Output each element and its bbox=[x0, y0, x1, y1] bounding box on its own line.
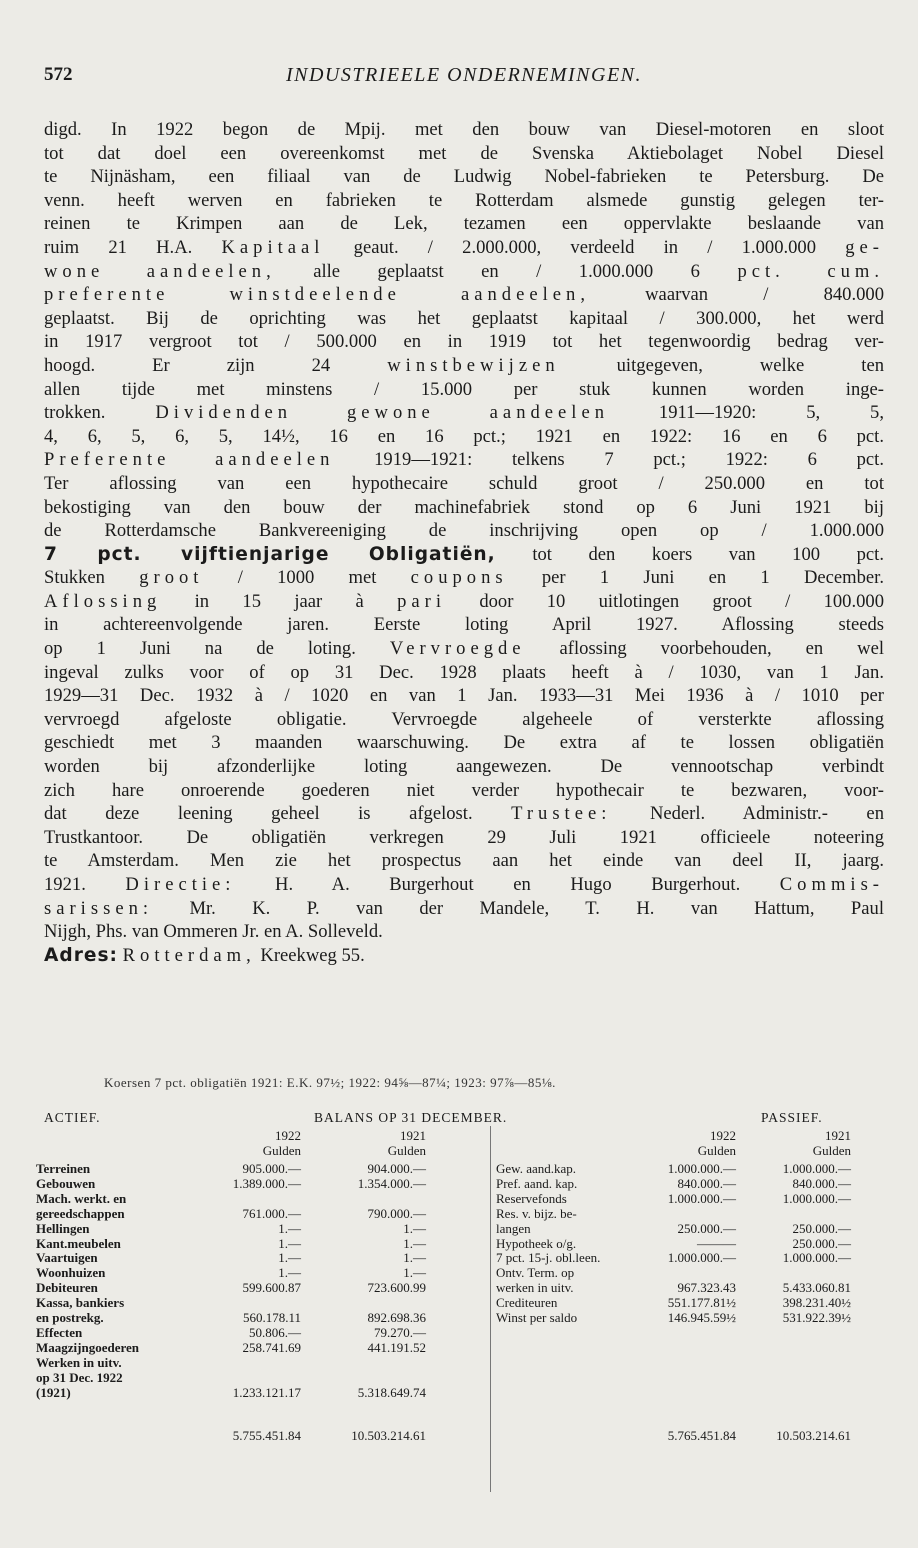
balance-heading: BALANS OP 31 DECEMBER. bbox=[314, 1110, 508, 1125]
passief-value-1921: 531.922.39½ bbox=[782, 1310, 851, 1325]
actief-value-1921: 1.354.000.— bbox=[357, 1175, 426, 1191]
text-line bbox=[44, 897, 884, 921]
text-line bbox=[44, 684, 884, 708]
text-line bbox=[44, 448, 884, 472]
actief-value-1921: 441.191.52 bbox=[367, 1339, 426, 1355]
text-segment: te Amsterdam. Men zie het prospectus aan het einde van deel II, jaarg. bbox=[44, 850, 884, 872]
actief-value-1922: 1.— bbox=[278, 1220, 301, 1236]
text-segment: Dividenden gewone aandeelen bbox=[155, 402, 610, 424]
actief-value-1921: 892.698.36 bbox=[367, 1310, 426, 1325]
text-line bbox=[44, 755, 884, 779]
text-segment: Commis- bbox=[779, 874, 884, 895]
text-segment: pari bbox=[397, 590, 447, 612]
actief-heading: ACTIEF. bbox=[44, 1110, 101, 1125]
text-segment: de Rotterdamsche Bankvereeniging de inschrijving open op / 1.000.000 bbox=[44, 520, 884, 542]
text-line bbox=[44, 543, 884, 567]
actief-total-1922: 5.755.451.84 bbox=[232, 1428, 301, 1443]
balance-sheet bbox=[36, 1110, 876, 1470]
text-segment: coupons bbox=[410, 567, 508, 589]
text-line bbox=[44, 330, 884, 354]
text-segment: preferente winstdeelende aandeelen, bbox=[44, 284, 590, 306]
text-line bbox=[44, 566, 884, 590]
text-segment: Trustee: bbox=[511, 803, 612, 825]
actief-total-1921: 10.503.214.61 bbox=[351, 1428, 426, 1443]
text-segment: venn. heeft werven en fabrieken te Rotterdam alsmede gunstig gelegen ter- bbox=[44, 189, 884, 211]
text-segment: Aflossing bbox=[44, 590, 162, 612]
text-segment: reinen te Krimpen aan de Lek, tezamen een oppervlakte beslaande van bbox=[44, 213, 884, 235]
passief-total-1921: 10.503.214.61 bbox=[776, 1428, 851, 1443]
text-segment: worden bij afzonderlijke loting aangewezen. De vennootschap verbindt bbox=[44, 756, 884, 778]
text-segment: in 1917 vergroot tot / 500.000 en in 1919 tot het tegenwoordig bedrag ver- bbox=[44, 331, 884, 353]
text-line bbox=[44, 802, 884, 826]
actief-item-label: Vaartuigen bbox=[36, 1250, 98, 1266]
passief-value-1922: 840.000.— bbox=[677, 1175, 736, 1191]
text-line bbox=[44, 425, 884, 449]
text-line bbox=[44, 920, 884, 944]
actief-value-1921: 723.600.99 bbox=[367, 1280, 426, 1296]
actief-value-1922: 1.— bbox=[278, 1235, 301, 1251]
unit-header: Gulden bbox=[697, 1143, 736, 1158]
text-segment: tot dat doel een overeenkomst met de Svenska Aktiebolaget Nobel Diesel bbox=[44, 142, 884, 164]
text-segment: geaut. / 2.000.000, verdeeld in / 1.000.000 bbox=[324, 236, 846, 258]
text-segment: tot den koers van 100 pct. bbox=[495, 543, 884, 565]
page-header bbox=[44, 64, 884, 94]
unit-header: Gulden bbox=[262, 1143, 301, 1158]
actief-value-1922: 258.741.69 bbox=[242, 1339, 301, 1355]
text-segment: pct. cum. bbox=[737, 260, 884, 282]
text-line bbox=[44, 401, 884, 425]
actief-value-1921: 904.000.— bbox=[367, 1161, 426, 1176]
text-segment: 1929—31 Dec. 1932 à / 1020 en van 1 Jan. 1933—31 Mei 1936 à / 1010 per bbox=[44, 685, 884, 707]
text-line bbox=[44, 708, 884, 732]
actief-item-label: Debiteuren bbox=[36, 1280, 98, 1296]
text-segment: ruim 21 H.A. bbox=[44, 236, 222, 258]
passief-value-1922: 967.323.43 bbox=[677, 1280, 736, 1296]
passief-item-label: Ontv. Term. op bbox=[496, 1265, 575, 1281]
text-line bbox=[44, 944, 884, 968]
text-segment: Nederl. Administr.- en bbox=[611, 803, 884, 825]
passief-item-label: Reservefonds bbox=[496, 1190, 567, 1206]
actief-value-1922: 1.— bbox=[278, 1250, 301, 1266]
passief-value-1922: 146.945.59½ bbox=[667, 1310, 736, 1325]
passief-item-label: werken in uitv. bbox=[496, 1280, 574, 1296]
text-segment: Nijgh, Phs. van Ommeren Jr. en A. Solleveld. bbox=[44, 921, 383, 943]
text-segment: te Nijnäsham, een filiaal van de Ludwig Nobel-fabrieken te Petersburg. De bbox=[44, 166, 884, 188]
text-segment: Trustkantoor. De obligatiën verkregen 29 Juli 1921 officieele noteering bbox=[44, 826, 884, 848]
passief-value-1922: 1.000.000.— bbox=[667, 1250, 736, 1266]
text-line bbox=[44, 283, 884, 307]
actief-value-1922: 50.806.— bbox=[249, 1324, 301, 1340]
passief-value-1921: 250.000.— bbox=[792, 1235, 851, 1251]
text-segment: 4, 6, 5, 6, 5, 14½, 16 en 16 pct.; 1921 en 1922: 16 en 6 pct. bbox=[44, 425, 884, 447]
year-header: 1921 bbox=[400, 1128, 426, 1143]
actief-value-1922: 1.389.000.— bbox=[232, 1175, 301, 1191]
running-title: INDUSTRIEELE ONDERNEMINGEN. bbox=[285, 64, 643, 86]
actief-item-label: gereedschappen bbox=[36, 1205, 125, 1221]
actief-value-1921: 1.— bbox=[403, 1265, 426, 1281]
koersen-line: Koersen 7 pct. obligatiën 1921: E.K. 97½; 1922: 94⅝—87¼; 1923: 97⅞—85⅛. bbox=[104, 1075, 556, 1090]
text-line bbox=[44, 118, 884, 142]
text-line bbox=[44, 849, 884, 873]
text-line bbox=[44, 826, 884, 850]
passief-value-1922: 250.000.— bbox=[677, 1220, 736, 1236]
actief-item-label: Terreinen bbox=[36, 1161, 91, 1176]
text-segment: / 1000 met bbox=[203, 567, 411, 589]
text-segment: geplaatst. Bij de oprichting was het geplaatst kapitaal / 300.000, het werd bbox=[44, 307, 884, 329]
actief-value-1921: 1.— bbox=[403, 1220, 426, 1236]
column-divider bbox=[490, 1126, 491, 1492]
text-segment: aflossing voorbehouden, en wel bbox=[525, 638, 884, 660]
text-segment: sarissen: bbox=[44, 897, 154, 919]
text-line bbox=[44, 496, 884, 520]
text-segment: vervroegd afgeloste obligatie. Vervroegde algeheele of versterkte aflossing bbox=[44, 708, 884, 730]
text-segment: 1919—1921: telkens 7 pct.; 1922: 6 pct. bbox=[334, 449, 884, 471]
year-header: 1921 bbox=[825, 1128, 851, 1143]
text-segment: dat deze leening geheel is afgelost. bbox=[44, 803, 512, 825]
text-line bbox=[44, 519, 884, 543]
actief-value-1921: 1.— bbox=[403, 1235, 426, 1251]
passief-value-1921: 5.433.060.81 bbox=[782, 1280, 851, 1296]
actief-value-1921: 1.— bbox=[403, 1250, 426, 1266]
text-line bbox=[44, 472, 884, 496]
passief-value-1922: 1.000.000.— bbox=[667, 1190, 736, 1206]
actief-item-label: en postrekg. bbox=[36, 1310, 104, 1325]
actief-item-label: Kant.meubelen bbox=[36, 1235, 121, 1251]
text-line bbox=[44, 779, 884, 803]
actief-item-label: op 31 Dec. 1922 bbox=[36, 1369, 123, 1385]
actief-item-label: Effecten bbox=[36, 1324, 83, 1340]
text-line bbox=[44, 307, 884, 331]
text-segment: in 15 jaar à bbox=[161, 590, 398, 612]
text-segment: Kapitaal bbox=[221, 236, 325, 258]
passief-item-label: Hypotheek o/g. bbox=[496, 1235, 577, 1251]
text-line bbox=[44, 142, 884, 166]
text-segment: Rotterdam, bbox=[122, 944, 256, 966]
actief-item-label: Werken in uitv. bbox=[36, 1354, 122, 1370]
text-segment: waarvan / 840.000 bbox=[589, 284, 884, 306]
actief-value-1922: 560.178.11 bbox=[242, 1310, 301, 1325]
text-segment: digd. In 1922 begon de Mpij. met den bouw van Diesel-motoren en sloot bbox=[44, 119, 884, 140]
passief-value-1922: 551.177.81½ bbox=[667, 1295, 736, 1311]
text-segment: op 1 Juni na de loting. bbox=[44, 638, 390, 660]
text-segment: geschiedt met 3 maanden waarschuwing. De extra af te lossen obligatiën bbox=[44, 732, 884, 754]
passief-value-1921: 250.000.— bbox=[792, 1220, 851, 1236]
text-segment: 1921. bbox=[44, 874, 126, 895]
text-segment: Stukken bbox=[44, 567, 140, 589]
text-segment: Mr. K. P. van der Mandele, T. H. van Hattum, Paul bbox=[153, 897, 884, 919]
text-line bbox=[44, 236, 884, 260]
text-segment: 1911—1920: 5, 5, bbox=[609, 402, 884, 424]
text-segment: per 1 Juni en 1 December. bbox=[507, 567, 884, 589]
actief-item-label: Maagzijngoederen bbox=[36, 1339, 140, 1355]
passief-total-1922: 5.765.451.84 bbox=[667, 1428, 736, 1443]
year-header: 1922 bbox=[710, 1128, 736, 1143]
text-segment: Preferente aandeelen bbox=[44, 449, 335, 471]
text-line bbox=[44, 731, 884, 755]
unit-header: Gulden bbox=[812, 1143, 851, 1158]
text-segment: groot bbox=[139, 567, 204, 589]
passief-value-1922: ——— bbox=[697, 1235, 736, 1251]
text-segment: Directie: bbox=[125, 874, 236, 895]
text-line bbox=[44, 590, 884, 614]
text-segment: door 10 uitlotingen groot / 100.000 bbox=[446, 590, 884, 612]
actief-item-label: Gebouwen bbox=[36, 1175, 96, 1191]
text-line bbox=[44, 613, 884, 637]
text-line bbox=[44, 212, 884, 236]
actief-item-label: (1921) bbox=[36, 1384, 71, 1400]
passief-value-1921: 1.000.000.— bbox=[782, 1161, 851, 1176]
text-segment: Vervroegde bbox=[389, 638, 526, 660]
passief-item-label: 7 pct. 15-j. obl.leen. bbox=[496, 1250, 601, 1266]
actief-value-1922: 1.— bbox=[278, 1265, 301, 1281]
text-line bbox=[44, 165, 884, 189]
text-line bbox=[44, 378, 884, 402]
passief-item-label: Winst per saldo bbox=[496, 1310, 578, 1325]
actief-value-1921: 5.318.649.74 bbox=[357, 1384, 426, 1400]
text-segment: alle geplaatst en / 1.000.000 6 bbox=[275, 260, 738, 282]
actief-value-1921: 790.000.— bbox=[367, 1205, 426, 1221]
actief-value-1922: 599.600.87 bbox=[242, 1280, 301, 1296]
text-segment: wone aandeelen, bbox=[44, 260, 276, 282]
actief-value-1922: 761.000.— bbox=[242, 1205, 301, 1221]
passief-value-1921: 1.000.000.— bbox=[782, 1190, 851, 1206]
page-number: 572 bbox=[44, 64, 73, 85]
passief-value-1921: 840.000.— bbox=[792, 1175, 851, 1191]
passief-value-1922: 1.000.000.— bbox=[667, 1161, 736, 1176]
text-segment: Kreekweg 55. bbox=[255, 944, 365, 966]
year-header: 1922 bbox=[275, 1128, 301, 1143]
actief-value-1922: 1.233.121.17 bbox=[232, 1384, 301, 1400]
text-segment: winstbewijzen bbox=[387, 354, 560, 376]
passief-heading: PASSIEF. bbox=[761, 1110, 823, 1125]
passief-item-label: Res. v. bijz. be- bbox=[496, 1205, 577, 1221]
text-segment: trokken. bbox=[44, 402, 156, 424]
actief-item-label: Woonhuizen bbox=[36, 1265, 106, 1281]
text-line bbox=[44, 354, 884, 378]
passief-value-1921: 398.231.40½ bbox=[782, 1295, 851, 1311]
text-segment: Ter aflossing van een hypothecaire schuld groot / 250.000 en tot bbox=[44, 472, 884, 494]
text-segment: in achtereenvolgende jaren. Eerste loting April 1927. Aflossing steeds bbox=[44, 614, 884, 636]
text-segment: allen tijde met minstens / 15.000 per stuk kunnen worden inge- bbox=[44, 378, 884, 400]
text-segment: hoogd. Er zijn 24 bbox=[44, 354, 388, 376]
body-text bbox=[44, 118, 884, 967]
actief-item-label: Mach. werkt. en bbox=[36, 1190, 127, 1206]
text-line bbox=[44, 873, 884, 897]
text-segment: ingeval zulks voor of op 31 Dec. 1928 plaats heeft à / 1030, van 1 Jan. bbox=[44, 661, 884, 683]
text-line bbox=[44, 661, 884, 685]
text-segment: bekostiging van den bouw der machinefabriek stond op 6 Juni 1921 bij bbox=[44, 496, 884, 518]
text-segment: zich hare onroerende goederen niet verder hypothecair te bezwaren, voor- bbox=[44, 779, 884, 801]
text-segment: Adres: bbox=[44, 944, 118, 966]
actief-item-label: Kassa, bankiers bbox=[36, 1295, 125, 1311]
text-line bbox=[44, 260, 884, 284]
passief-item-label: Pref. aand. kap. bbox=[496, 1175, 578, 1191]
passief-item-label: langen bbox=[496, 1220, 531, 1236]
actief-item-label: Hellingen bbox=[36, 1220, 90, 1236]
text-line bbox=[44, 637, 884, 661]
text-segment: 7 pct. vijftienjarige Obligatiën, bbox=[44, 543, 496, 565]
actief-value-1922: 905.000.— bbox=[242, 1161, 301, 1176]
passief-value-1921: 1.000.000.— bbox=[782, 1250, 851, 1266]
text-segment: uitgegeven, welke ten bbox=[559, 354, 884, 376]
actief-value-1921: 79.270.— bbox=[374, 1324, 426, 1340]
text-segment: H. A. Burgerhout en Hugo Burgerhout. bbox=[235, 874, 780, 895]
passief-item-label: Gew. aand.kap. bbox=[496, 1161, 577, 1176]
passief-item-label: Crediteuren bbox=[496, 1295, 558, 1311]
text-line bbox=[44, 189, 884, 213]
text-segment: ge- bbox=[845, 236, 884, 258]
unit-header: Gulden bbox=[387, 1143, 426, 1158]
